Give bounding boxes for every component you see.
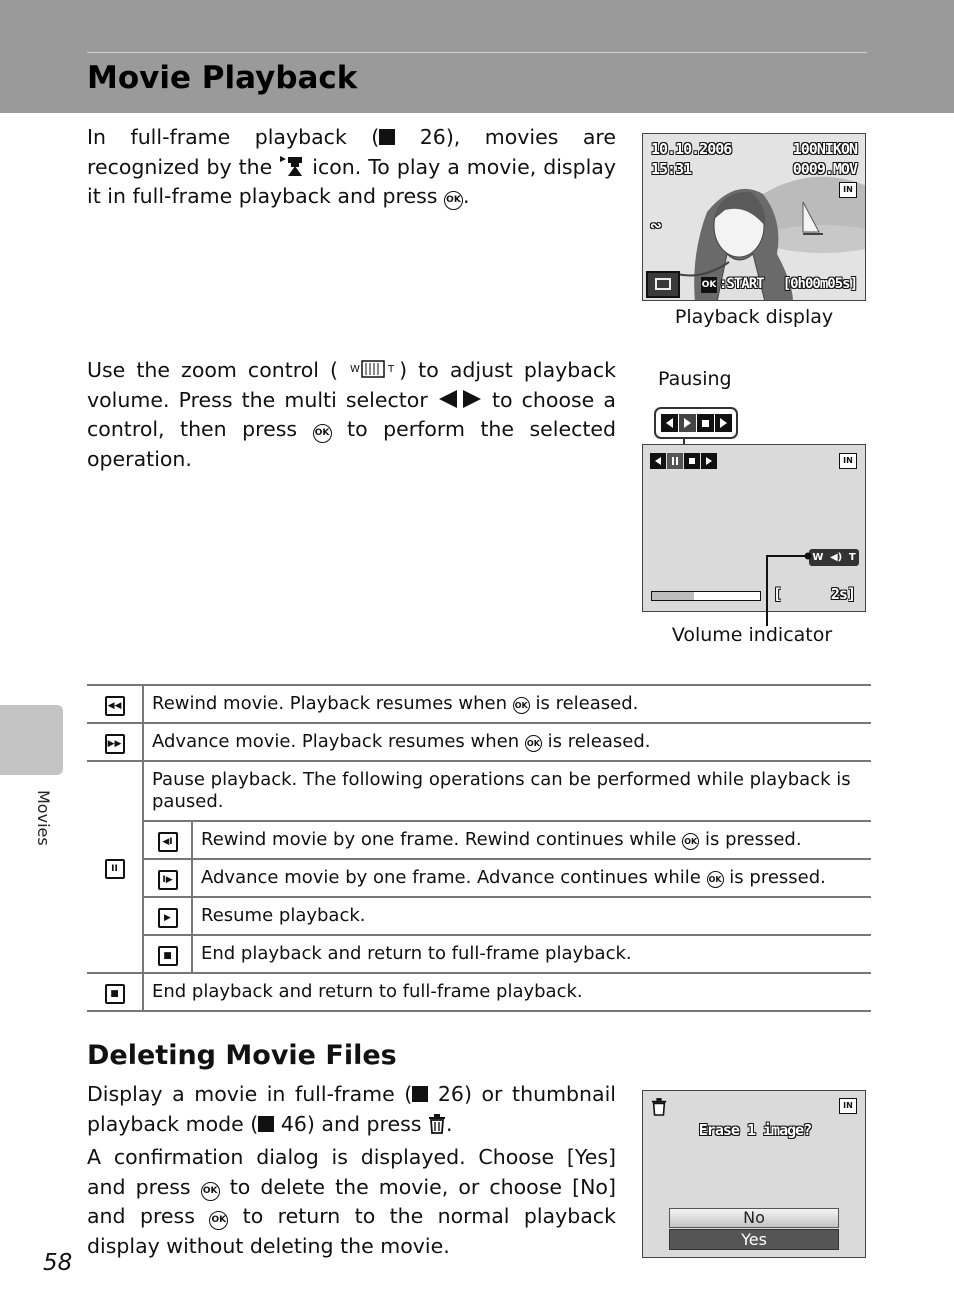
page-number: 58 [43, 1250, 73, 1276]
svg-text:T: T [388, 364, 395, 375]
section-tab [0, 705, 63, 775]
header-rule [87, 52, 867, 53]
ok-button-icon: OK [513, 697, 530, 714]
playback-operations-table [87, 684, 871, 1012]
yes-option[interactable]: Yes [669, 1229, 839, 1250]
trash-icon [651, 1098, 667, 1116]
rewind-icon [650, 453, 666, 469]
svg-text:W: W [350, 364, 361, 375]
progress-bracket: [ [773, 585, 782, 603]
start-label: :START [719, 276, 764, 292]
deleting-paragraph: Display a movie in full-frame ( 26) or thumbnail playback mode ( 46) and press . A confirmation dialog is displayed. Choose [Yes] and press OK to delete the movie, or choose [No] and press OK to return to the normal playback display without deleting the movie. [87, 1082, 616, 1258]
table-row: ◀I Rewind movie by one frame. Rewind continues while OK is pressed. [144, 821, 871, 859]
ok-button-icon: OK [525, 735, 542, 752]
erase-confirmation-screen [642, 1090, 866, 1258]
movie-duration: [0h00m05s] [782, 276, 857, 292]
ok-button-icon: OK [682, 833, 699, 850]
section-tab-label: Movies [34, 790, 53, 846]
progress-fill [652, 592, 694, 600]
playback-progress-bar [651, 591, 761, 601]
playback-mode-icon [646, 271, 680, 298]
ok-button-icon: OK [707, 871, 724, 888]
volume-indicator-caption: Volume indicator [671, 624, 833, 646]
stop-icon: ■ [158, 946, 178, 966]
playback-folder: 100NIKON [792, 140, 857, 158]
table-row: I▶ Advance movie by one frame. Advance continues while OK is pressed. [144, 859, 871, 897]
ok-button-icon: OK [201, 1182, 220, 1201]
rewind-icon: ◀◀ [105, 696, 125, 716]
elapsed-time: 2s] [830, 585, 855, 603]
pause-icon [667, 453, 683, 469]
multi-selector-left-right-icon [437, 389, 483, 409]
table-row: ▶▶ Advance movie. Playback resumes when OK is released. [87, 723, 871, 761]
page-header [0, 0, 954, 113]
intro-paragraph: In full-frame playback ( 26), movies are recognized by the icon. To play a movie, display it in full-frame playback and press OK . [87, 125, 616, 208]
table-row: ▶ Resume playback. [144, 897, 871, 935]
playback-display-caption: Playback display [674, 306, 834, 328]
movie-mode-icon: ∾ [650, 218, 661, 234]
ok-button-icon: OK [313, 424, 332, 443]
playback-time: 15:31 [651, 160, 692, 178]
frame-rewind-icon [661, 414, 678, 432]
screen-control-strip [650, 453, 717, 469]
pausing-label: Pausing [658, 368, 732, 390]
movie-icon [279, 155, 305, 177]
callout-control-strip [661, 414, 732, 432]
erase-prompt: Erase 1 image? [698, 1121, 812, 1139]
reference-icon [258, 1116, 274, 1132]
play-icon [679, 414, 696, 432]
stop-icon [684, 453, 700, 469]
table-row: ■ End playback and return to full-frame playback. [144, 935, 871, 972]
pausing-screen [642, 444, 866, 612]
ok-button-icon: OK [444, 191, 463, 210]
play-icon: ▶ [158, 908, 178, 928]
table-row [87, 761, 871, 973]
reference-icon [379, 129, 395, 145]
table-row: ◀◀ Rewind movie. Playback resumes when OK is released. [87, 685, 871, 723]
volume-callout-line [760, 548, 820, 626]
frame-advance-icon [715, 414, 732, 432]
table-row: ■ End playback and return to full-frame playback. [87, 973, 871, 1011]
pause-controls-callout [654, 407, 738, 439]
ok-key-icon: OK [701, 277, 717, 293]
internal-memory-icon: IN [839, 453, 857, 469]
internal-memory-icon: IN [839, 182, 857, 198]
playback-file: 0009.MOV [792, 160, 857, 178]
deleting-section-title: Deleting Movie Files [87, 1040, 397, 1071]
playback-display-screen [642, 133, 866, 301]
no-option[interactable]: No [669, 1208, 839, 1228]
trash-icon [428, 1114, 446, 1134]
stop-icon: ■ [105, 984, 125, 1004]
zoom-control-icon [349, 358, 399, 380]
pause-description: Pause playback. The following operations can be performed while playback is paused. [152, 769, 851, 812]
zoom-paragraph: Use the zoom control ( W T ) to adjust playback volume. Press the multi selector to choose a control, then press OK to perform the selected operation. [87, 358, 616, 471]
frame-advance-icon: I▶ [158, 870, 178, 890]
advance-icon [701, 453, 717, 469]
pause-operations-table [144, 820, 871, 972]
reference-icon [412, 1086, 428, 1102]
volume-indicator-icon: W ◀) T [809, 549, 859, 566]
advance-icon: ▶▶ [105, 734, 125, 754]
pause-icon: II [105, 859, 125, 879]
frame-rewind-icon: ◀I [158, 832, 178, 852]
playback-date: 10.10.2006 [651, 140, 732, 158]
page-title: Movie Playback [87, 60, 358, 96]
ok-button-icon: OK [209, 1211, 228, 1230]
internal-memory-icon: IN [839, 1098, 857, 1114]
stop-icon [697, 414, 714, 432]
